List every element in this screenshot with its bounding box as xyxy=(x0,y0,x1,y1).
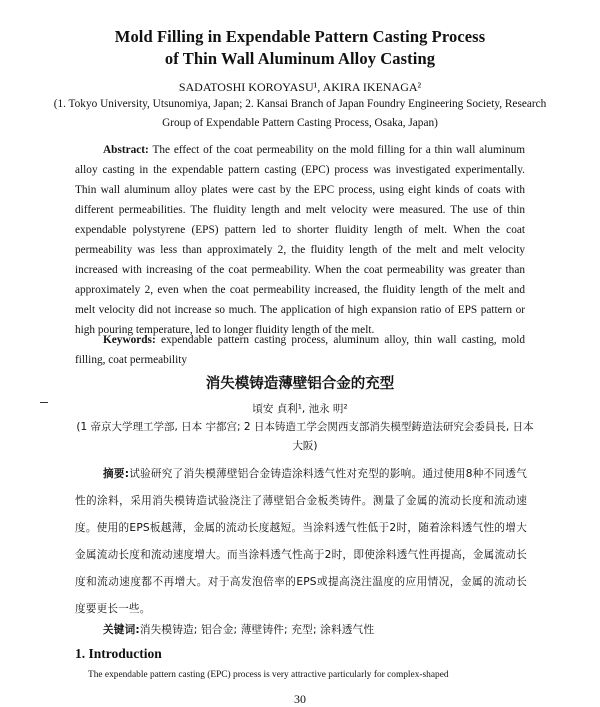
chinese-abstract-label: 摘要: xyxy=(103,468,130,480)
section-heading: 1. Introduction xyxy=(75,646,162,661)
chinese-affiliation: (1 帝京大学理工学部, 日本 宇都宫; 2 日本铸造工学会関西支部消失模型鋳造法研究会委員長, 日本 大阪) xyxy=(76,421,534,452)
paper-authors: SADATOSHI KOROYASU¹, AKIRA IKENAGA² xyxy=(178,80,422,94)
chinese-keywords-text: 消失模铸造; 铝合金; 薄壁铸件; 充型; 涂料透气性 xyxy=(139,624,375,636)
chinese-authors: 頃安 貞利¹, 池永 明² xyxy=(252,403,348,415)
chinese-keywords-label: 关键词: xyxy=(103,624,140,636)
chinese-keywords-paragraph xyxy=(75,617,527,644)
abstract-label: Abstract: xyxy=(103,144,149,156)
keywords-paragraph xyxy=(75,330,525,370)
chinese-title: 消失模铸造薄壁铝合金的充型 xyxy=(205,376,395,392)
keywords-text: expendable pattern casting process, aluminum alloy, thin wall casting, mold filling, coat permeability xyxy=(75,334,526,366)
abstract-paragraph xyxy=(75,140,525,340)
keywords-label: Keywords: xyxy=(103,334,156,346)
chinese-abstract-paragraph xyxy=(75,461,527,623)
paper-affiliation: (1. Tokyo University, Utsunomiya, Japan; 2. Kansai Branch of Japan Foundry Engineering Society, Research Group of Expendable Pattern Casting Process, Osaka, Japan) xyxy=(53,98,547,129)
paper-title-line-2: of Thin Wall Aluminum Alloy Casting xyxy=(164,49,436,68)
introduction-text: The expendable pattern casting (EPC) process is very attractive particularly for complex-shaped xyxy=(88,670,449,680)
paper-title-line-1: Mold Filling in Expendable Pattern Casting Process xyxy=(114,27,486,46)
chinese-abstract-text: 试验研究了消失模薄壁铝合金铸造涂料透气性对充型的影响。通过使用8种不同透气性的涂料，采用消失模铸造试验浇注了薄壁铝合金板类铸件。测量了金属的流动长度和流动速度。使用的EPS板越薄，金属的流动长度越短。当涂料透气性低于2时，随着涂料透气性的增大金属流动长度和流动速度增大。而当涂料透气性高于2时，即使涂料透气性再提高，金属流动长度和流动速度都不再增大。对于高发泡倍率的EPS或提高浇注温度的应用情况，金属的流动长度要更长一些。 xyxy=(75,468,527,615)
page-number: 30 xyxy=(294,692,306,706)
abstract-text: The effect of the coat permeability on the mold filling for a thin wall aluminum alloy casting in the expendable pattern casting (EPC) process was investigated experimentally. Thin wall aluminum alloy plates were cast by the EPC process, using eight kinds of coats with different permeabilities. The fluidity length and melt velocity were measured. The use of thin expendable polystyrene (EPS) pattern led to shorter fluidity length of melt. When the coat permeability was less than approximately 2, the fluidity length of the melt and melt velocity increased with increasing of the coat permeability. When the coat permeability was greater than approximately 2, even when the coat permeability increased, the fluidity length of the melt and melt velocity did not increase so much. The application of high expansion ratio of EPS pattern or high pouring temperature, led to longer fluidity length of the melt. xyxy=(75,144,525,336)
